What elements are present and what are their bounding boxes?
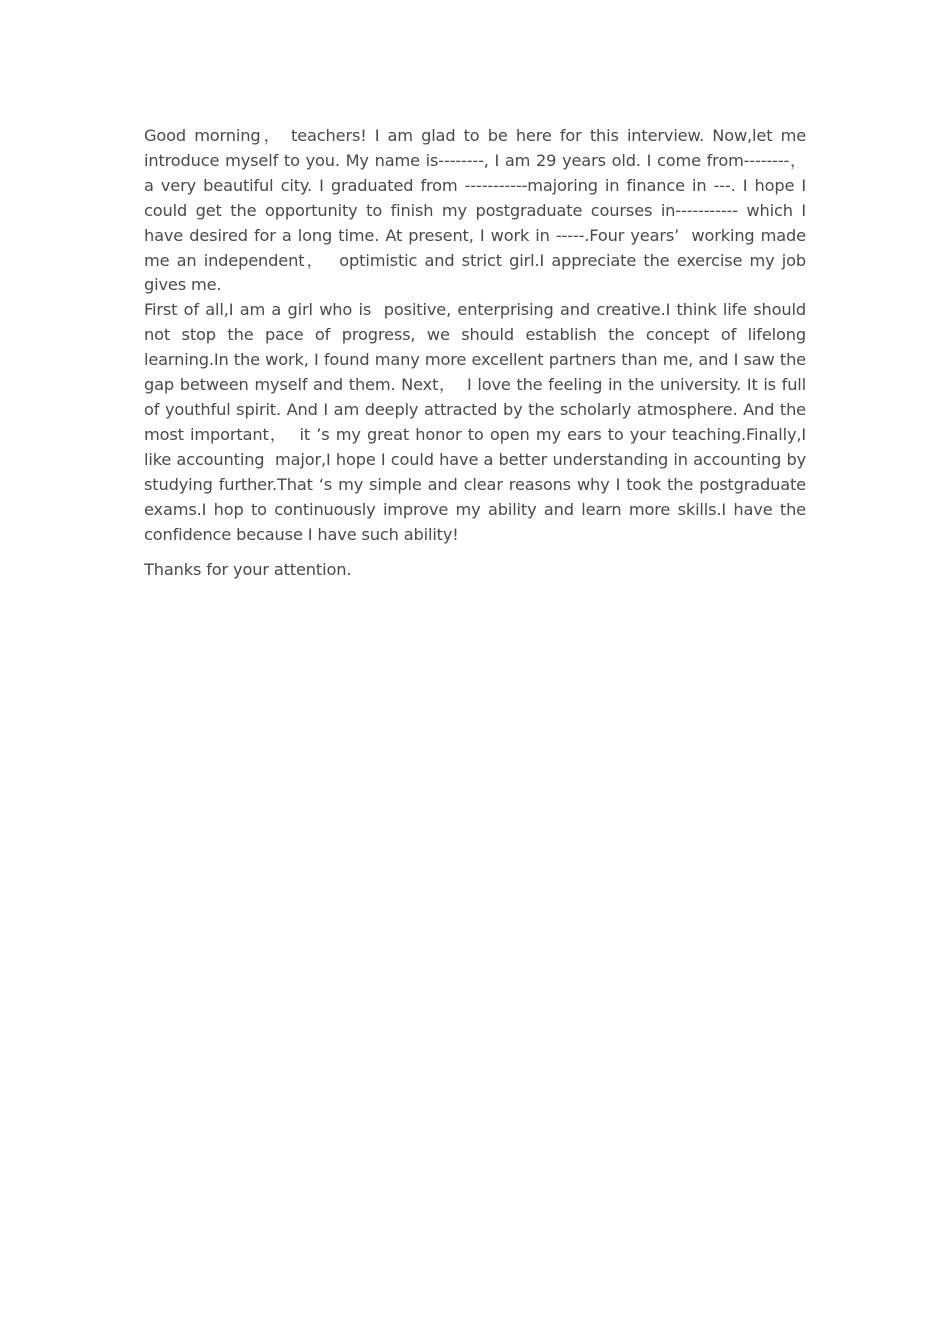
paragraph-reasons: First of all,I am a girl who is positive, enterprising and creative.I think life should not stop the pace of progress, we should establish the concept of lifelong learning.In the work, I found many more excellent partners than me, and I saw the gap between myself and them. Next， I love the feeling in the university. It is full of youthful spirit. And I am deeply attracted by the scholarly atmosphere. And the most important， it ’s my great honor to open my ears to your teaching.Finally,I like accounting major,I hope I could have a better understanding in accounting by studying further.That ‘s my simple and clear reasons why I took the postgraduate exams.I hop to continuously improve my ability and learn more skills.I have the confidence because I have such ability! (144, 300, 811, 544)
paragraph-closing: Thanks for your attention. (144, 560, 352, 580)
document-body (144, 124, 816, 583)
paragraph-introduction: Good morning， teachers! I am glad to be here for this interview. Now,let me introduce myself to you. My name is--------, I am 29 years old. I come from--------， a very beautiful city. I graduated from -----------majoring in finance in ---. I hope I could get the opportunity to finish my postgraduate courses in----------- which I have desired for a long time. At present, I work in -----.Four years’ working made me an independent， optimistic and strict girl.I appreciate the exercise my job gives me. (144, 126, 816, 295)
